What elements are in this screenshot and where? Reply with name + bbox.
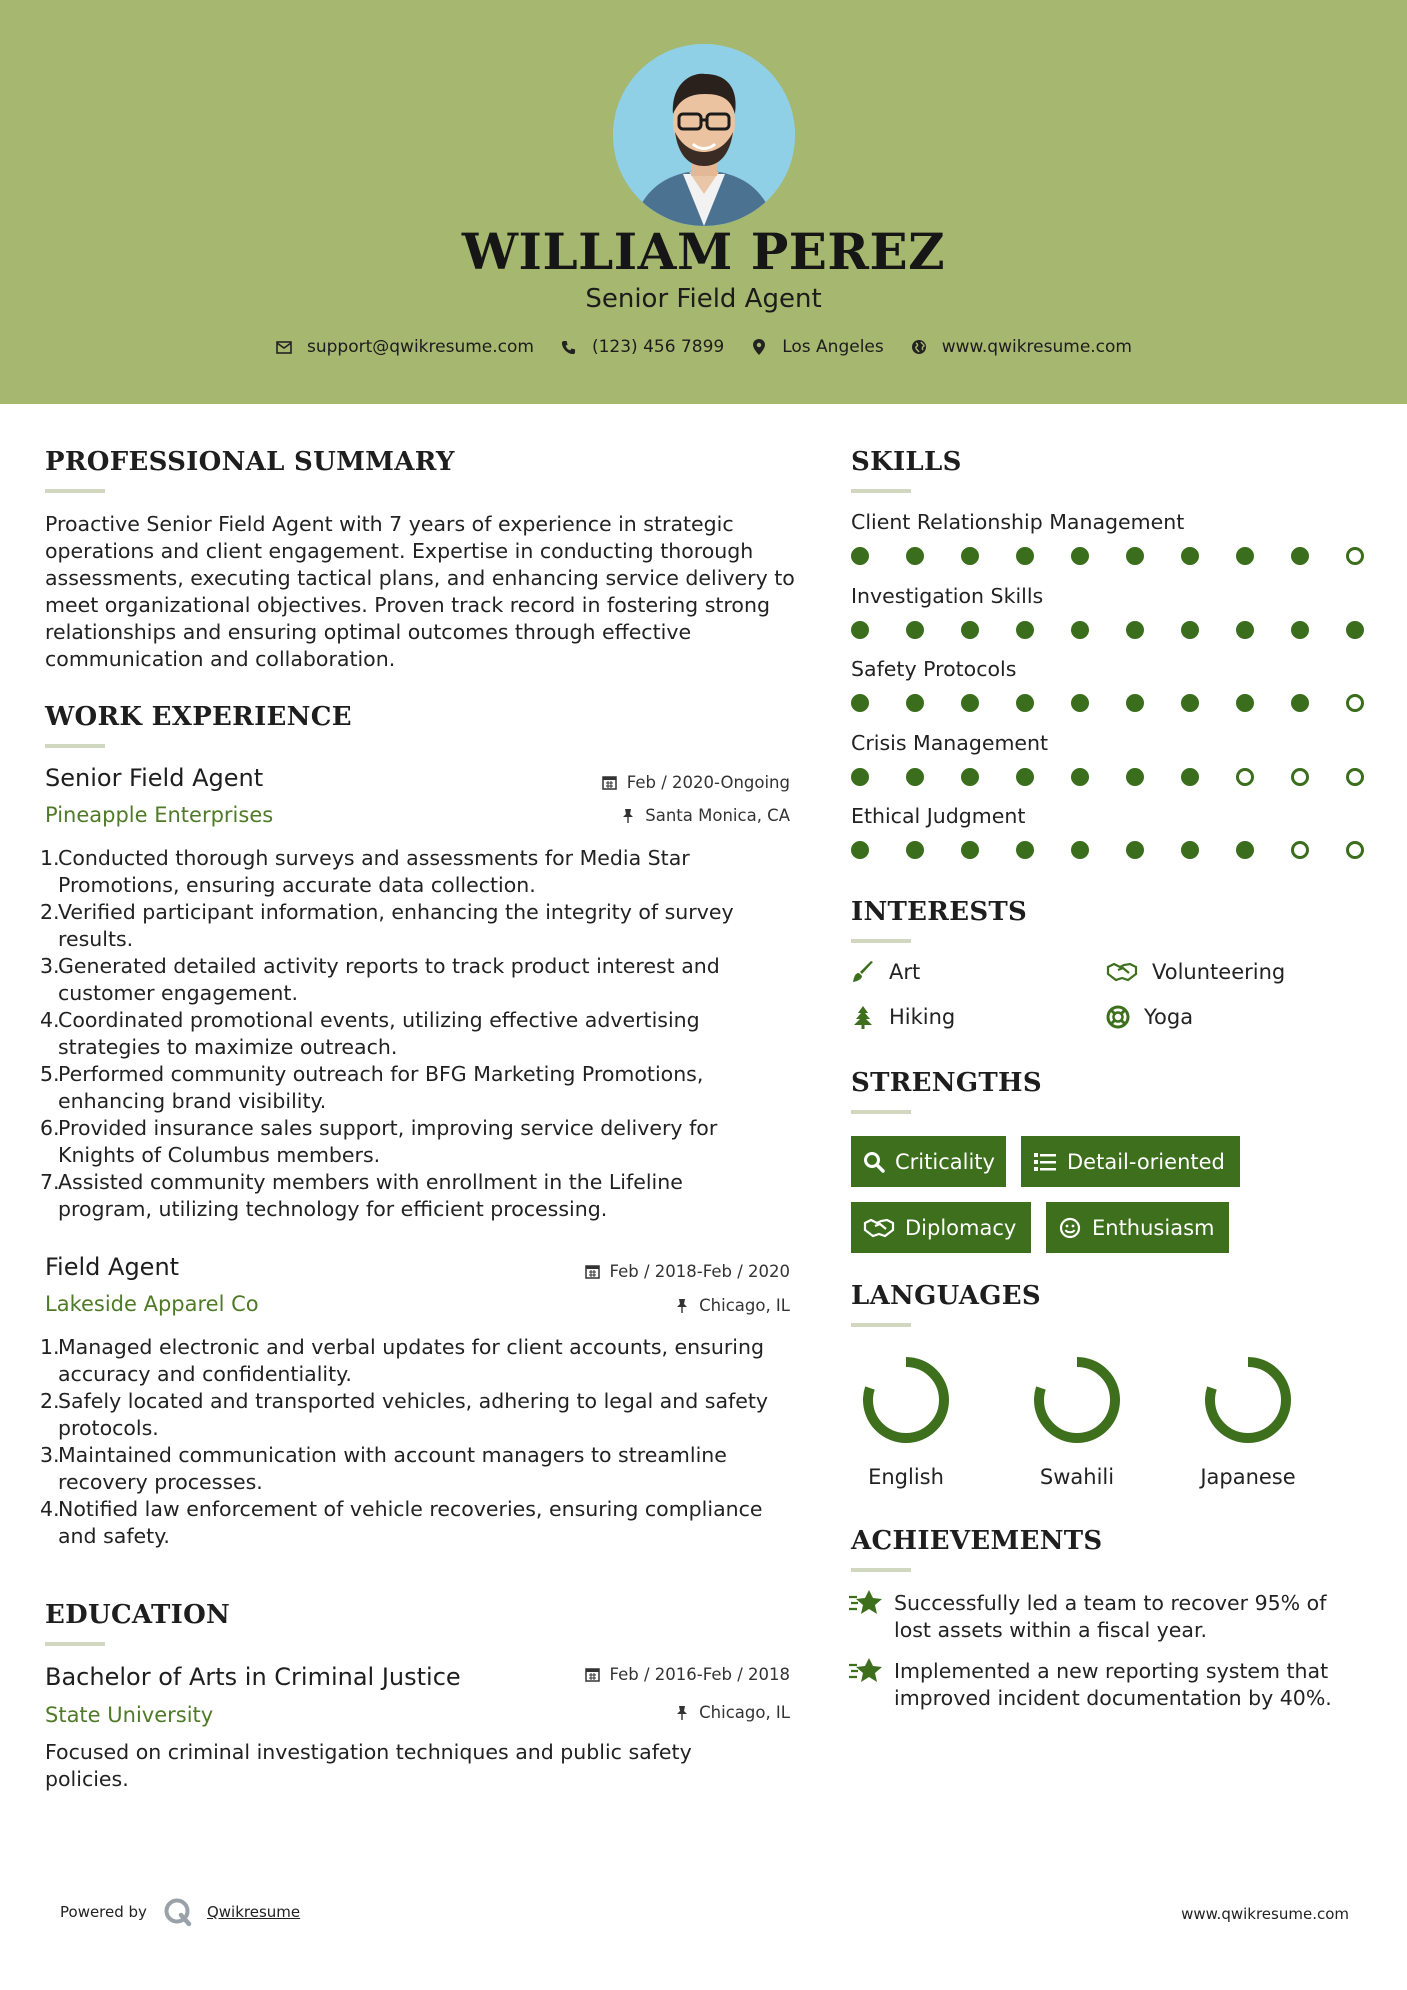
- achievements-heading: ACHIEVEMENTS: [851, 1526, 1103, 1556]
- rating-dot: [851, 547, 869, 565]
- rating-dot: [1181, 621, 1199, 639]
- qwikresume-link[interactable]: Qwikresume: [206, 1903, 301, 1921]
- paintbrush-icon: [851, 960, 875, 984]
- lifebuoy-icon: [1106, 1005, 1130, 1029]
- skill-label: Safety Protocols: [851, 657, 1017, 681]
- rating-dot: [851, 841, 869, 859]
- map-pin-icon: [750, 338, 768, 356]
- envelope-icon: [275, 338, 293, 356]
- rating-dot: [906, 768, 924, 786]
- job-location-text: Santa Monica, CA: [645, 806, 790, 825]
- pushpin-icon: [674, 1298, 690, 1314]
- education-heading: EDUCATION: [45, 1600, 231, 1630]
- globe-icon: [910, 338, 928, 356]
- rating-dot: [961, 694, 979, 712]
- job-dates-text: Feb / 2020-Ongoing: [626, 773, 790, 792]
- summary-text: Proactive Senior Field Agent with 7 years of experience in strategic operations and client engagement. Expertise in conducting thorough assessments, executing tactical plans, and enhancing service delivery to meet organizational objectives. Proven track record in fostering strong relationships and ensuring optimal outcomes through effective communication and collaboration.: [45, 512, 795, 671]
- qwikresume-logo-icon: [163, 1897, 193, 1927]
- language-ring: [1198, 1350, 1298, 1454]
- smile-icon: [1058, 1216, 1082, 1240]
- rating-dot: [1346, 841, 1364, 859]
- rating-dot: [906, 841, 924, 859]
- rating-dot: [1346, 768, 1364, 786]
- list-item: 2. Safely located and transported vehicles, adhering to legal and safety protocols.: [40, 1389, 769, 1440]
- rating-dot: [961, 547, 979, 565]
- rating-dot: [1346, 547, 1364, 565]
- handshake-icon: [1106, 960, 1138, 984]
- handshake-icon: [863, 1216, 895, 1240]
- language-level-arc: [1039, 1362, 1115, 1438]
- rating-dot: [906, 694, 924, 712]
- interests-divider: [851, 939, 911, 943]
- rating-dot: [1291, 694, 1309, 712]
- rating-dot: [1291, 841, 1309, 859]
- rating-dot: [1126, 768, 1144, 786]
- job-dates: [602, 773, 790, 792]
- rating-dot: [1126, 547, 1144, 565]
- rating-dot: [1291, 547, 1309, 565]
- rating-dot: [961, 841, 979, 859]
- experience-divider: [45, 744, 105, 748]
- skill-label: Investigation Skills: [851, 583, 1044, 608]
- rating-dot: [1291, 621, 1309, 639]
- languages-heading: LANGUAGES: [851, 1281, 1041, 1311]
- website-text: www.qwikresume.com: [941, 337, 1132, 357]
- education-divider: [45, 1642, 105, 1646]
- rating-dot: [1016, 694, 1034, 712]
- list-item: 3. Generated detailed activity reports to track product interest and customer engagement.: [40, 954, 720, 1005]
- calendar-icon: [585, 1667, 601, 1683]
- rating-dot: [1016, 547, 1034, 565]
- language-ring: [1027, 1350, 1127, 1454]
- achievement-item: Successfully led a team to recover 95% of lost assets within a fiscal year.: [848, 1590, 1368, 1644]
- tree-icon: [851, 1005, 875, 1029]
- interests-heading: INTERESTS: [851, 897, 1028, 927]
- rating-dot: [1126, 621, 1144, 639]
- rating-dot: [1071, 768, 1089, 786]
- job-location: [620, 806, 790, 825]
- skill-rating: [851, 621, 1364, 639]
- rating-dot: [961, 621, 979, 639]
- phone-icon: [560, 338, 578, 356]
- list-item: 6. Provided insurance sales support, improving service delivery for Knights of Columbus members.: [40, 1116, 718, 1167]
- rating-dot: [1346, 694, 1364, 712]
- skill-rating: [851, 841, 1364, 859]
- education-dates-text: Feb / 2016-Feb / 2018: [609, 1665, 790, 1684]
- rating-dot: [1181, 768, 1199, 786]
- strength-badge: Criticality: [851, 1136, 1006, 1187]
- rating-dot: [1071, 547, 1089, 565]
- rating-dot: [1126, 841, 1144, 859]
- list-item: 1. Conducted thorough surveys and assessments for Media Star Promotions, ensuring accurate data collection.: [40, 846, 690, 897]
- rating-dot: [851, 694, 869, 712]
- summary-divider: [45, 489, 105, 493]
- calendar-icon: [602, 775, 618, 791]
- skill-label: Crisis Management: [851, 730, 1049, 755]
- star-icon: [848, 1656, 884, 1692]
- interest-item: Hiking: [851, 1005, 955, 1029]
- rating-dot: [1016, 841, 1034, 859]
- skills-divider: [851, 489, 911, 493]
- rating-dot: [1236, 768, 1254, 786]
- skill-rating: [851, 547, 1364, 565]
- rating-dot: [1181, 547, 1199, 565]
- calendar-icon: [585, 1264, 601, 1280]
- strength-badge: Detail-oriented: [1021, 1136, 1240, 1187]
- contact-location: [750, 337, 884, 357]
- list-item: 2. Verified participant information, enhancing the integrity of survey results.: [40, 900, 734, 951]
- rating-dot: [1071, 694, 1089, 712]
- rating-dot: [906, 547, 924, 565]
- rating-dot: [1016, 621, 1034, 639]
- rating-dot: [1236, 621, 1254, 639]
- job-title: Senior Field Agent: [45, 764, 264, 792]
- job-title: Field Agent: [45, 1253, 180, 1281]
- education-location-text: Chicago, IL: [699, 1703, 790, 1722]
- skill-rating: [851, 768, 1364, 786]
- skill-label: Ethical Judgment: [851, 804, 1026, 828]
- rating-dot: [1126, 694, 1144, 712]
- contact-website[interactable]: [910, 337, 1132, 357]
- profile-photo: [613, 44, 795, 226]
- strength-badge: Diplomacy: [851, 1202, 1031, 1253]
- languages-divider: [851, 1323, 911, 1327]
- rating-dot: [1181, 841, 1199, 859]
- company-name: Pineapple Enterprises: [45, 803, 274, 827]
- location-text: Los Angeles: [782, 337, 884, 357]
- rating-dot: [906, 621, 924, 639]
- footer-powered-by: [60, 1897, 300, 1927]
- language-label: Swahili: [1039, 1465, 1115, 1489]
- rating-dot: [1071, 621, 1089, 639]
- school-name: State University: [45, 1703, 214, 1727]
- list-item: 4. Notified law enforcement of vehicle recoveries, ensuring compliance and safety.: [40, 1497, 763, 1548]
- contact-phone[interactable]: [560, 337, 724, 357]
- job-duties-list: [40, 845, 810, 1223]
- pushpin-icon: [620, 808, 636, 824]
- language-label: Japanese: [1200, 1465, 1296, 1489]
- company-name: Lakeside Apparel Co: [45, 1292, 259, 1316]
- language-level-arc: [1210, 1362, 1286, 1438]
- contact-bar: [0, 337, 1407, 357]
- education-description: Focused on criminal investigation techniques and public safety policies.: [45, 1740, 692, 1791]
- powered-by-text: Powered by: [60, 1903, 147, 1921]
- skill-label: Client Relationship Management: [851, 510, 1185, 534]
- rating-dot: [1236, 547, 1254, 565]
- search-icon: [863, 1150, 885, 1174]
- strengths-divider: [851, 1110, 911, 1114]
- list-item: 5. Performed community outreach for BFG Marketing Promotions, enhancing brand visibility.: [40, 1062, 704, 1113]
- rating-dot: [1016, 768, 1034, 786]
- summary-heading: PROFESSIONAL SUMMARY: [45, 447, 455, 477]
- language-level-arc: [868, 1362, 944, 1438]
- strengths-heading: STRENGTHS: [851, 1068, 1042, 1098]
- rating-dot: [1071, 841, 1089, 859]
- interest-item: Art: [851, 960, 920, 984]
- interest-item: Volunteering: [1106, 960, 1285, 984]
- candidate-role: Senior Field Agent: [585, 284, 822, 314]
- job-location-text: Chicago, IL: [699, 1296, 790, 1315]
- skills-heading: SKILLS: [851, 447, 962, 477]
- language-label: English: [868, 1465, 944, 1489]
- degree-title: Bachelor of Arts in Criminal Justice: [45, 1663, 461, 1691]
- rating-dot: [1291, 768, 1309, 786]
- list-item: 4. Coordinated promotional events, utilizing effective advertising strategies to maximize outreach.: [40, 1008, 700, 1059]
- email-text: support@qwikresume.com: [307, 337, 534, 357]
- achievement-item: Implemented a new reporting system that improved incident documentation by 40%.: [848, 1658, 1368, 1712]
- strength-badge: Enthusiasm: [1046, 1202, 1229, 1253]
- job-dates: [585, 1262, 790, 1281]
- rating-dot: [851, 621, 869, 639]
- candidate-name: WILLIAM PEREZ: [461, 222, 946, 281]
- list-item: 1. Managed electronic and verbal updates for client accounts, ensuring accuracy and confidentiality.: [40, 1335, 764, 1386]
- rating-dot: [1236, 694, 1254, 712]
- job-dates-text: Feb / 2018-Feb / 2020: [609, 1262, 790, 1281]
- list-item: 7. Assisted community members with enrollment in the Lifeline program, utilizing technology for efficient processing.: [40, 1170, 683, 1221]
- list-icon: [1033, 1150, 1057, 1174]
- experience-heading: WORK EXPERIENCE: [45, 702, 352, 732]
- star-icon: [848, 1588, 884, 1624]
- job-location: [674, 1296, 790, 1315]
- resume-header: [0, 0, 1407, 404]
- achievements-divider: [851, 1568, 911, 1572]
- list-item: 3. Maintained communication with account managers to streamline recovery processes.: [40, 1443, 727, 1494]
- footer-site[interactable]: www.qwikresume.com: [1181, 1905, 1349, 1923]
- skill-rating: [851, 694, 1364, 712]
- rating-dot: [1346, 621, 1364, 639]
- education-location: [674, 1703, 790, 1722]
- education-dates: [585, 1665, 790, 1684]
- contact-email[interactable]: [275, 337, 534, 357]
- interest-item: Yoga: [1106, 1005, 1193, 1029]
- job-duties-list: [40, 1334, 810, 1550]
- phone-text: (123) 456 7899: [591, 337, 725, 357]
- rating-dot: [1181, 694, 1199, 712]
- rating-dot: [851, 768, 869, 786]
- rating-dot: [1236, 841, 1254, 859]
- pushpin-icon: [674, 1705, 690, 1721]
- rating-dot: [961, 768, 979, 786]
- language-ring: [856, 1350, 956, 1454]
